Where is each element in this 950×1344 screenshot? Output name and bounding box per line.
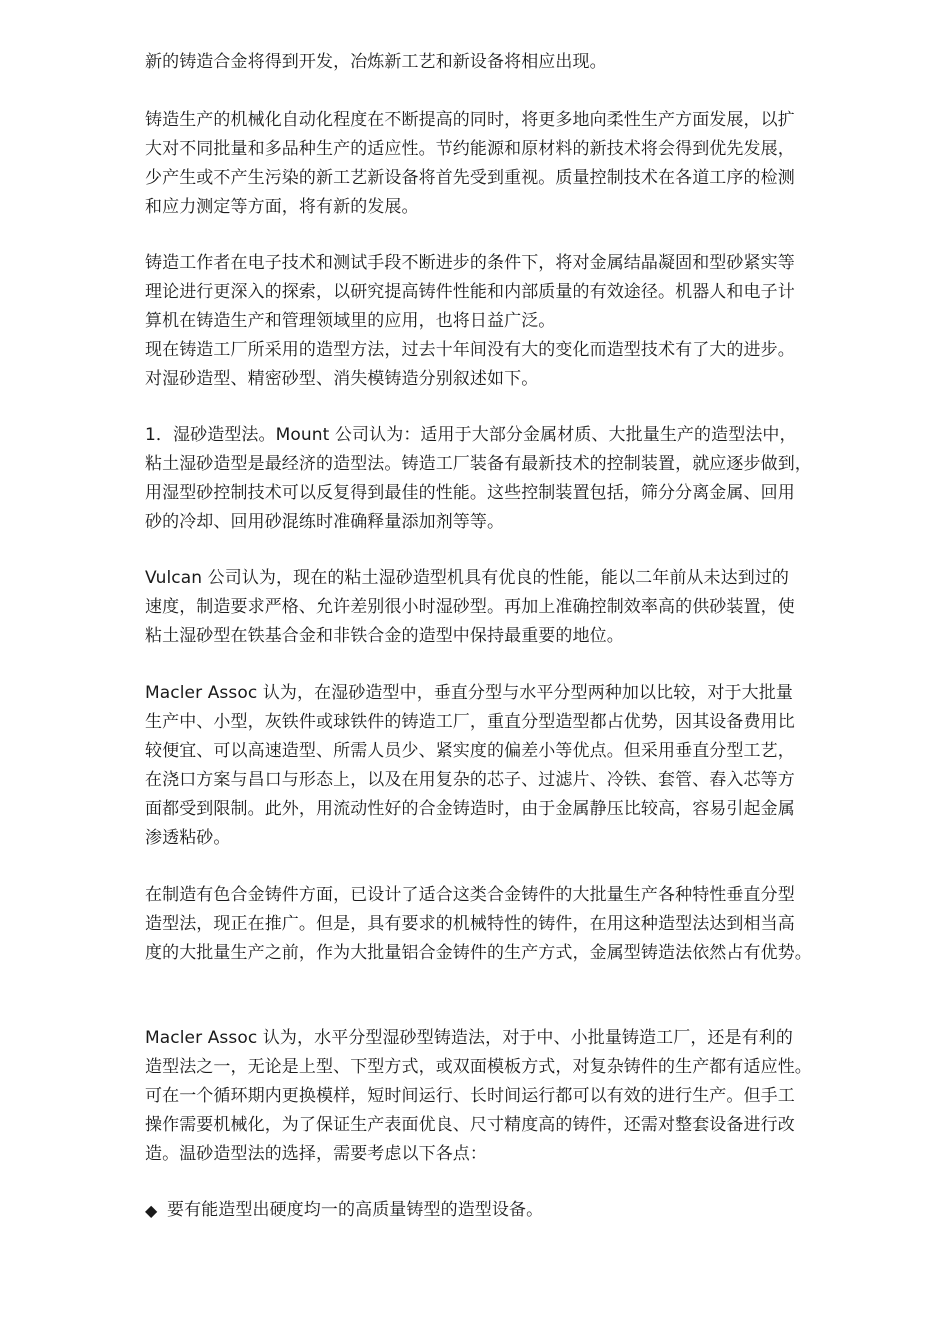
text-line: 造型法，现正在推广。但是，具有要求的机械特性的铸件，在用这种造型法达到相当高 (145, 914, 795, 934)
text-line: 铸造生产的机械化自动化程度在不断提高的同时，将更多地向柔性生产方面发展，以扩 (145, 110, 795, 130)
text-line: 粘土湿砂型在铁基合金和非铁合金的造型中保持最重要的地位。 (145, 626, 624, 646)
text-line: Macler Assoc 认为，水平分型湿砂型铸造法，对于中、小批量铸造工厂，还是有利的 (145, 1028, 793, 1048)
text-line: 新的铸造合金将得到开发，冶炼新工艺和新设备将相应出现。 (145, 52, 607, 72)
text-line: 大对不同批量和多品种生产的适应性。节约能源和原材料的新技术将会得到优先发展， (145, 139, 795, 159)
text-line: 生产中、小型，灰铁件或球铁件的铸造工厂，重直分型造型都占优势，因其设备费用比 (145, 712, 795, 732)
text-line: 渗透粘砂。 (145, 828, 231, 848)
text-line: 铸造工作者在电子技术和测试手段不断进步的条件下，将对金属结晶凝固和型砂紧实等 (145, 253, 795, 273)
text-line: 在制造有色合金铸件方面，已设计了适合这类合金铸件的大批量生产各种特性垂直分型 (145, 885, 795, 905)
paragraph-nonferrous (145, 881, 885, 968)
text-line: 造。温砂造型法的选择，需要考虑以下各点： (145, 1144, 487, 1164)
latin-text-run: Macler Assoc (145, 683, 258, 703)
paragraph-alloy-development (145, 48, 885, 77)
text-line: 造型法之一，无论是上型、下型方式，或双面模板方式，对复杂铸件的生产都有适应性。 (145, 1057, 812, 1077)
paragraph-macler-vertical (145, 679, 885, 853)
latin-text-run: Macler Assoc (145, 1028, 258, 1048)
text-line: 速度，制造要求严格、允许差别很小时湿砂型。再加上准确控制效率高的供砂装置，使 (145, 597, 795, 617)
text-line: 可在一个循环期内更换模样，短时间运行、长时间运行都可以有效的进行生产。但手工 (145, 1086, 795, 1106)
text-line: 算机在铸造生产和管理领域里的应用，也将日益广泛。 (145, 311, 556, 331)
paragraph-green-sand-mount (145, 421, 885, 537)
text-line: 和应力测定等方面，将有新的发展。 (145, 197, 419, 217)
paragraph-research (145, 249, 885, 394)
paragraph-mechanization (145, 106, 885, 222)
text-line: 理论进行更深入的探索，以研究提高铸件性能和内部质量的有效途径。机器人和电子计 (145, 282, 795, 302)
latin-text-run: Mount (275, 425, 330, 445)
text-line: 1．湿砂造型法。Mount 公司认为：适用于大部分金属材质、大批量生产的造型法中， (145, 425, 797, 445)
text-line: 度的大批量生产之前，作为大批量铝合金铸件的生产方式，金属型铸造法依然占有优势。 (145, 943, 812, 963)
text-line: 操作需要机械化，为了保证生产表面优良、尺寸精度高的铸件，还需对整套设备进行改 (145, 1115, 795, 1135)
text-line: 较便宜、可以高速造型、所需人员少、紧实度的偏差小等优点。但采用垂直分型工艺， (145, 741, 795, 761)
text-line: 砂的冷却、回用砂混练时准确释量添加剂等等。 (145, 512, 505, 532)
text-line: 用湿型砂控制技术可以反复得到最佳的性能。这些控制装置包括，筛分分离金属、回用 (145, 483, 795, 503)
text-line: 现在铸造工厂所采用的造型方法，过去十年间没有大的变化而造型技术有了大的进步。 (145, 340, 795, 360)
paragraph-macler-horizontal (145, 1024, 885, 1169)
diamond-bullet-icon: ◆ (145, 1201, 158, 1220)
text-line: 少产生或不产生污染的新工艺新设备将首先受到重视。质量控制技术在各道工序的检测 (145, 168, 795, 188)
bullet-item (145, 1196, 885, 1225)
bullet-list (145, 1196, 885, 1225)
text-line: 对湿砂造型、精密砂型、消失模铸造分别叙述如下。 (145, 369, 539, 389)
text-line: 粘土湿砂造型是最经济的造型法。铸造工厂装备有最新技术的控制装置，就应逐步做到， (145, 454, 812, 474)
latin-text-run: 1 (145, 425, 156, 445)
bullet-text: 要有能造型出硬度均一的高质量铸型的造型设备。 (167, 1200, 544, 1220)
latin-text-run: Vulcan (145, 568, 203, 588)
text-line: 面都受到限制。此外，用流动性好的合金铸造时，由于金属静压比较高，容易引起金属 (145, 799, 795, 819)
paragraph-vulcan (145, 564, 885, 651)
text-line: Vulcan 公司认为，现在的粘土湿砂造型机具有优良的性能，能以二年前从未达到过的 (145, 568, 790, 588)
text-line: 在浇口方案与昌口与形态上，以及在用复杂的芯子、过滤片、冷铁、套管、舂入芯等方 (145, 770, 795, 790)
text-line: Macler Assoc 认为，在湿砂造型中，垂直分型与水平分型两种加以比较，对于大批量 (145, 683, 793, 703)
